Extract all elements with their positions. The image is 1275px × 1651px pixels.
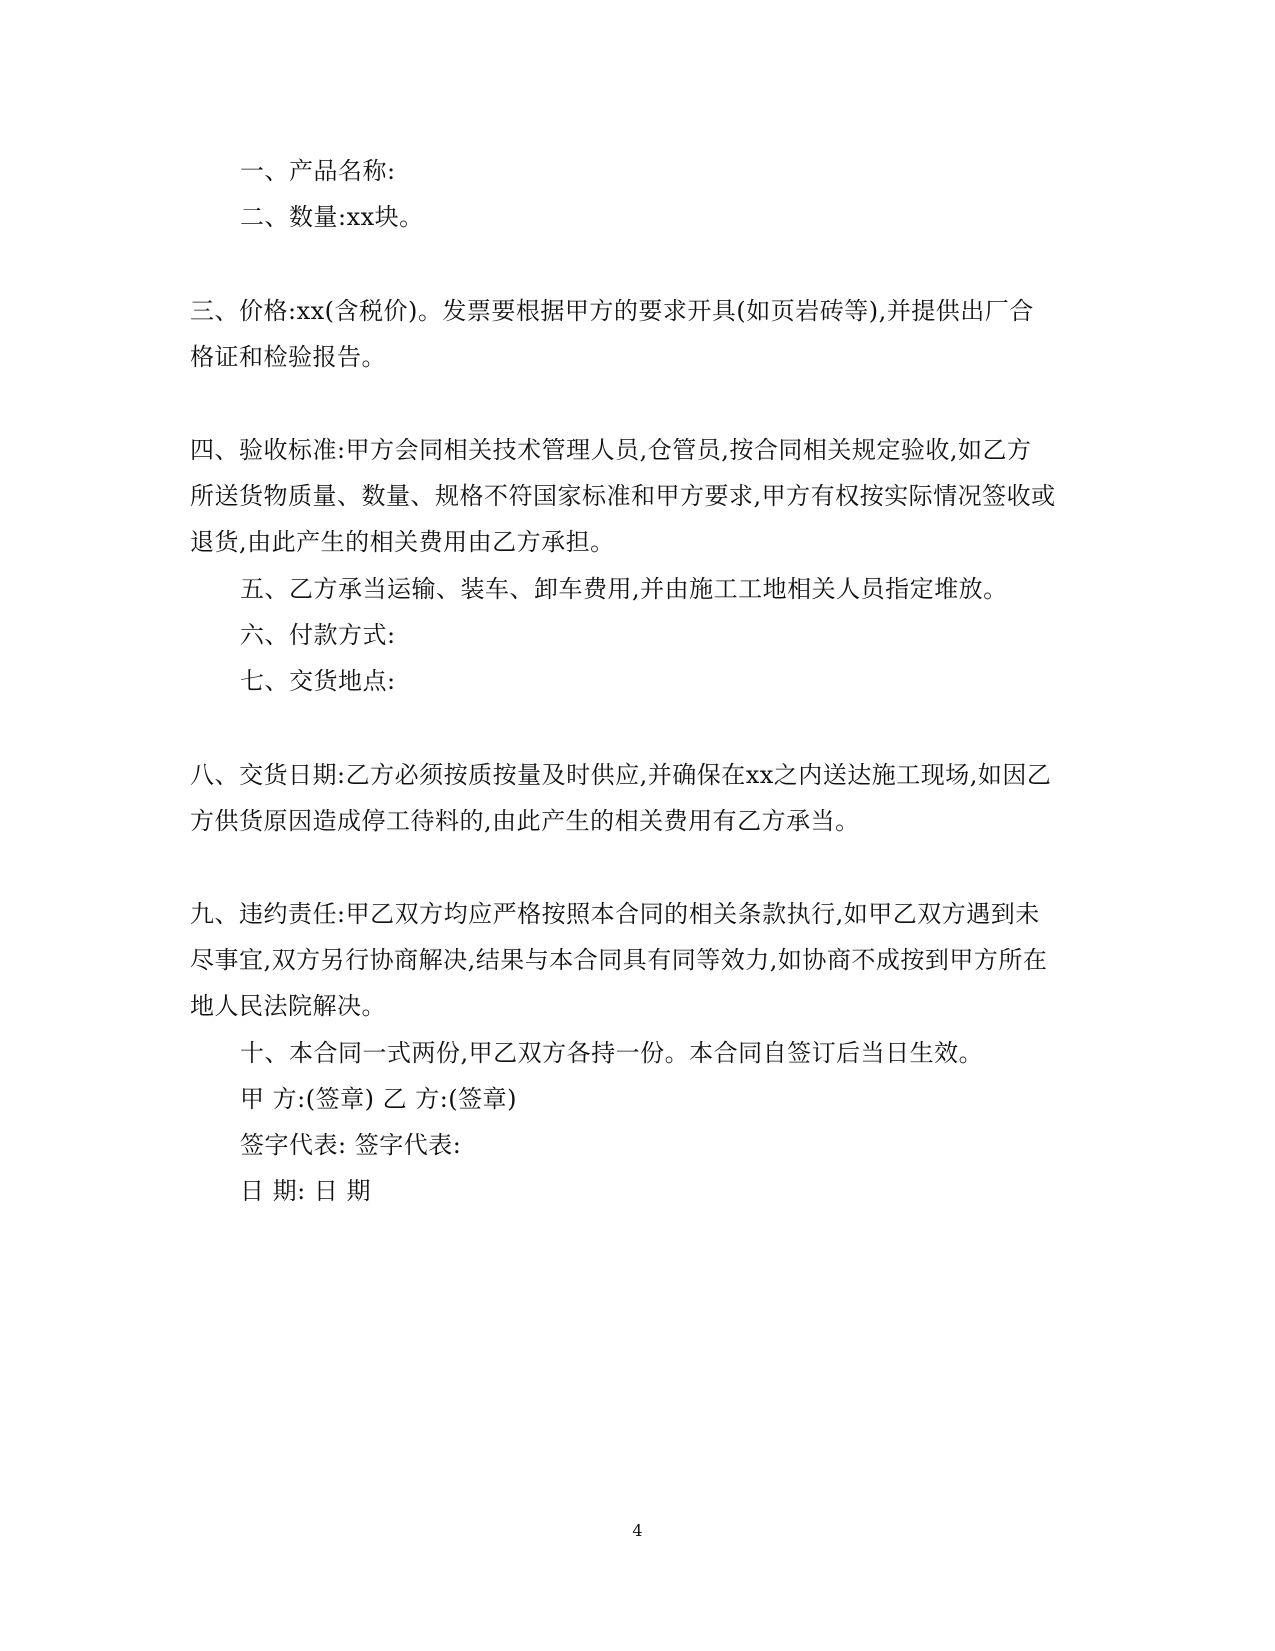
clause-6-payment: 六、付款方式: [240, 621, 396, 649]
clause-8-delivery-date-line-1: 八、交货日期:乙方必须按质按量及时供应,并确保在xx之内送达施工现场,如因乙 [190, 761, 1052, 789]
clause-10-copies: 十、本合同一式两份,甲乙双方各持一份。本合同自签订后当日生效。 [240, 1039, 984, 1067]
clause-1-product-name: 一、产品名称: [240, 157, 396, 185]
clause-3-price-line-2: 格证和检验报告。 [190, 343, 386, 371]
clause-8-delivery-date-line-2: 方供货原因造成停工待料的,由此产生的相关费用有乙方承当。 [190, 807, 860, 835]
clause-9-liability-line-1: 九、违约责任:甲乙双方均应严格按照本合同的相关条款执行,如甲乙双方遇到未 [190, 900, 1040, 928]
clause-4-acceptance-line-2: 所送货物质量、数量、规格不符国家标准和甲方要求,甲方有权按实际情况签收或 [190, 482, 1056, 510]
signature-parties: 甲 方:(签章) 乙 方:(签章) [240, 1085, 518, 1113]
signature-representatives: 签字代表: 签字代表: [240, 1131, 462, 1159]
clause-5-transport: 五、乙方承当运输、装车、卸车费用,并由施工工地相关人员指定堆放。 [240, 575, 1008, 603]
clause-4-acceptance-line-3: 退货,由此产生的相关费用由乙方承担。 [190, 528, 615, 556]
clause-9-liability-line-3: 地人民法院解决。 [190, 992, 386, 1020]
clause-2-quantity: 二、数量:xx块。 [240, 203, 424, 231]
signature-dates: 日 期: 日 期 [240, 1177, 371, 1205]
clause-9-liability-line-2: 尽事宜,双方另行协商解决,结果与本合同具有同等效力,如协商不成按到甲方所在 [190, 946, 1048, 974]
clause-7-delivery-place: 七、交货地点: [240, 667, 396, 695]
page-number: 4 [632, 1521, 643, 1540]
clause-4-acceptance-line-1: 四、验收标准:甲方会同相关技术管理人员,仓管员,按合同相关规定验收,如乙方 [190, 436, 1032, 464]
clause-3-price-line-1: 三、价格:xx(含税价)。发票要根据甲方的要求开具(如页岩砖等),并提供出厂合 [190, 297, 1034, 325]
